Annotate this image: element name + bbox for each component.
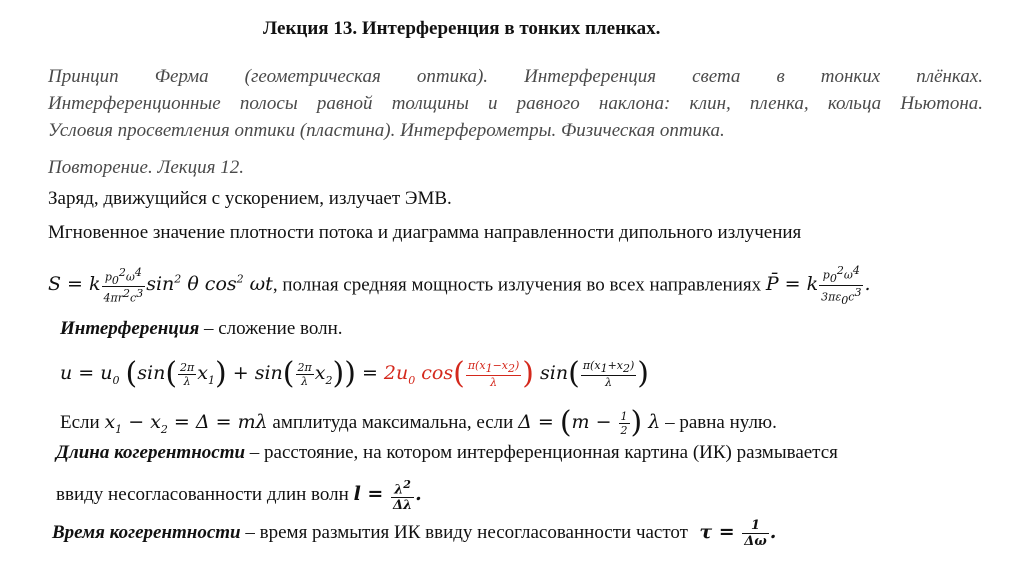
interference-formula: $u = u_0$ (sin( $\frac{2\pi}{\lambda}$ $x_1) + \sin$( $\frac{2\pi}{\lambda}$ $x_2)) = 2u_0$ cos( $\frac{\pi(x_1-x_2)}{\lambda}$ ) sin( $\frac{\pi(x_1+x_2)}{\lambda}$ ) [60,356,649,391]
instant-flux-line: Мгновенное значение плотности потока и диаграмма направленности дипольного излучения [48,222,802,243]
flux-formula: S = k $\frac{p_0^2\omega^4}{4\pi r^2c^3}$ $\sin^2 \theta$ $\cos^2 \omega t$ [48,265,273,306]
interference-term: Интерференция [60,318,200,339]
coherence-length-def2: ввиду несогласованности длин волн [56,484,349,505]
coherence-length-term: Длина когерентности [56,442,246,463]
charge-line: Заряд, движущийся с ускорением, излучает ЭМВ. [48,188,452,209]
power-formula-line [48,260,871,307]
coherence-time-term: Время когерентности [52,522,241,543]
coherence-length-line-2 [56,474,422,514]
coherence-time-formula: τ = $\frac{1}{\Delta\omega}$ . [692,517,777,549]
topic-line-3: Условия просветления оптики (пластина). Интерферометры. Физическая оптика. [48,120,725,141]
topic-line-2: Интерференционные полосы равной толщины и равного наклона: клин, пленка, кольца Ньютона. [48,93,983,114]
coherence-length-line-1 [56,442,838,464]
repeat-heading: Повторение. Лекция 12. [48,157,245,178]
interference-def: – сложение волн. [199,318,343,339]
condition-zero: – равна нулю. [665,412,777,433]
condition-max: амплитуда максимальна, если [272,412,514,433]
power-text: , полная средняя мощность излучения во всех направлениях [272,274,762,296]
page-title: Лекция 13. Интерференция в тонких пленках. [263,18,661,39]
coherence-length-def: – расстояние, на котором интерференционная картина (ИК) размывается [245,442,838,463]
mean-power-formula: P̄ = k $\frac{p_0^2\omega^4}{3\pi\varepsilon_0c^3}$ . [765,263,871,307]
condition-if: Если [60,412,100,433]
coherence-length-formula: l = $\frac{\lambda^2}{\Delta\lambda}$ . [353,477,422,514]
condition-min-formula: Δ = (m − $\frac{1}{2}$ ) λ [518,405,661,440]
coherence-time-def: – время размытия ИК ввиду несогласованности частот [240,522,688,543]
coherence-time-line [52,512,776,552]
topic-line-1: Принцип Ферма (геометрическая оптика). Интерференция света в тонких плёнках. [48,66,983,87]
interference-line [60,318,343,340]
condition-formula: $x_1 - x_2 = \Delta = m\lambda$ [104,411,268,436]
condition-line [60,402,777,442]
